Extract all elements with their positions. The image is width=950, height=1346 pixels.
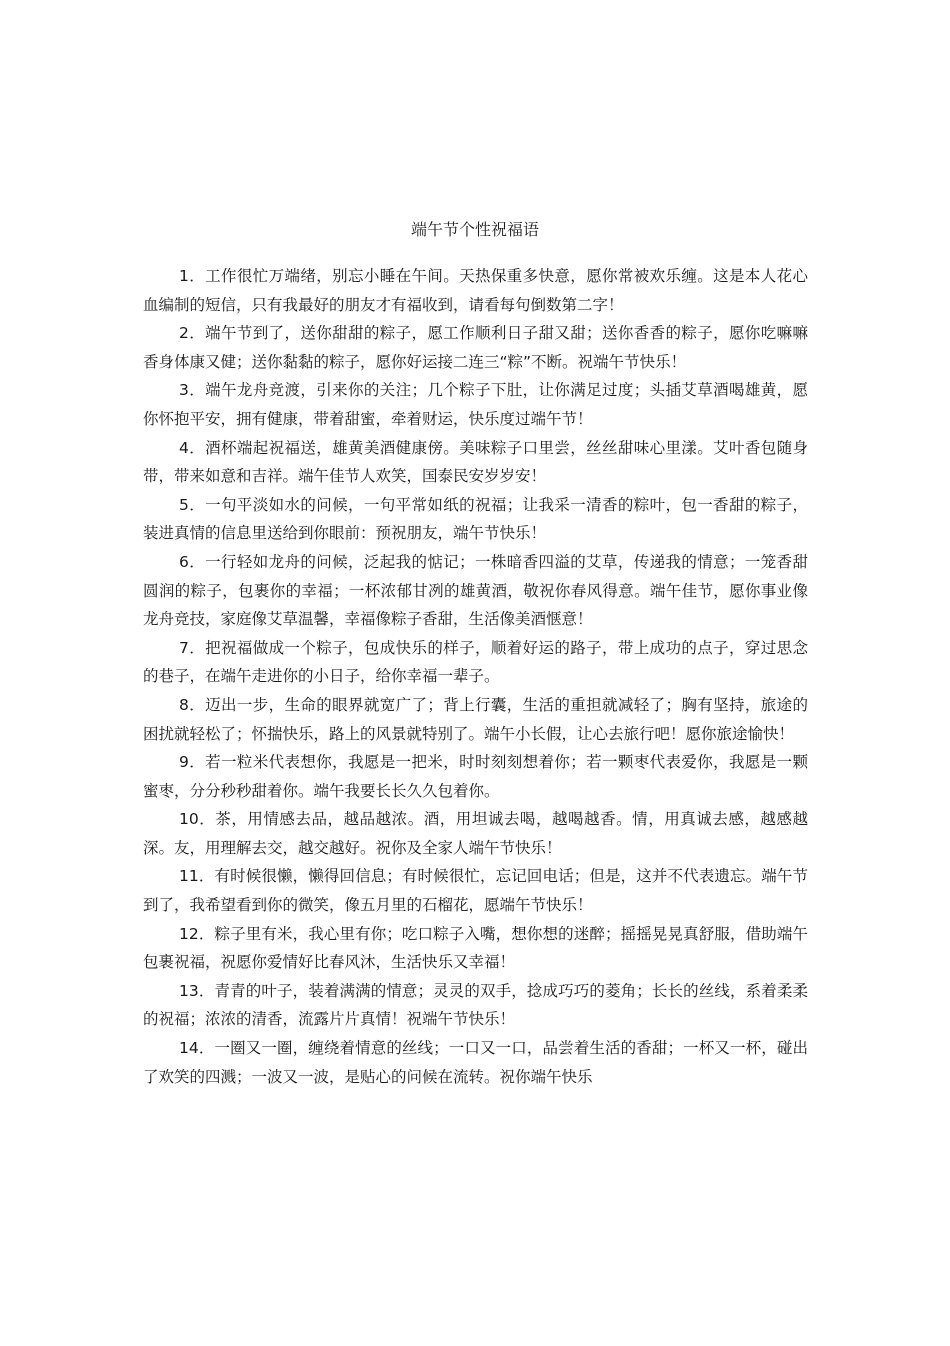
paragraph: 4．酒杯端起祝福送，雄黄美酒健康傍。美味粽子口里尝，丝丝甜味心里漾。艾叶香包随身带，带来如意和吉祥。端午佳节人欢笑，国泰民安岁岁安！ — [143, 438, 808, 486]
paragraph: 1．工作很忙万端绪，别忘小睡在午间。天热保重多快意，愿你常被欢乐缠。这是本人花心血编制的短信，只有我最好的朋友才有福收到，请看每句倒数第二字！ — [143, 267, 808, 314]
paragraph: 9．若一粒米代表想你，我愿是一把米，时时刻刻想着你；若一颗枣代表爱你，我愿是一颗蜜枣，分分秒秒甜着你。端午我要长长久久包着你。 — [143, 753, 808, 800]
paragraph: 2．端午节到了，送你甜甜的粽子，愿工作顺利日子甜又甜；送你香香的粽子，愿你吃嘛嘛香身体康又健；送你黏黏的粽子，愿你好运接二连三“粽”不断。祝端午节快乐！ — [143, 324, 808, 371]
paragraph: 8．迈出一步，生命的眼界就宽广了；背上行囊，生活的重担就减轻了；胸有坚持，旅途的困扰就轻松了；怀揣快乐，路上的风景就特别了。端午小长假，让心去旅行吧！愿你旅途愉快！ — [143, 695, 808, 743]
paragraph: 5．一句平淡如水的问候，一句平常如纸的祝福；让我采一清香的粽叶，包一香甜的粽子，装进真情的信息里送给到你眼前：预祝朋友，端午节快乐！ — [143, 495, 808, 543]
paragraph: 13．青青的叶子，装着满满的情意；灵灵的双手，捻成巧巧的菱角；长长的丝线，系着柔柔的祝福；浓浓的清香，流露片片真情！祝端午节快乐！ — [143, 981, 808, 1029]
paragraph: 11．有时候很懒，懒得回信息；有时候很忙，忘记回电话；但是，这并不代表遗忘。端午节到了，我希望看到你的微笑，像五月里的石榴花，愿端午节快乐！ — [143, 867, 808, 915]
paragraph: 12．粽子里有米，我心里有你；吃口粽子入嘴，想你想的迷醉；摇摇晃晃真舒服，借助端午包裹祝福，祝愿你爱情好比春风沐，生活快乐又幸福！ — [143, 924, 808, 972]
paragraph: 14．一圈又一圈，缠绕着情意的丝线；一口又一口，品尝着生活的香甜；一杯又一杯，碰出了欢笑的四溅；一波又一波，是贴心的问候在流转。祝你端午快乐 — [143, 1039, 808, 1086]
document-body — [143, 262, 808, 1091]
paragraph: 7．把祝福做成一个粽子，包成快乐的样子，顺着好运的路子，带上成功的点子，穿过思念的巷子，在端午走进你的小日子，给你幸福一辈子。 — [143, 638, 808, 686]
paragraph: 3．端午龙舟竞渡，引来你的关注；几个粽子下肚，让你满足过度；头插艾草酒喝雄黄，愿你怀抱平安，拥有健康，带着甜蜜，牵着财运，快乐度过端午节！ — [143, 381, 808, 428]
document-title: 端午节个性祝福语 — [410, 220, 539, 239]
paragraph: 10．茶，用情感去品，越品越浓。酒，用坦诚去喝，越喝越香。情，用真诚去感，越感越深。友，用理解去交，越交越好。祝你及全家人端午节快乐！ — [143, 810, 808, 857]
paragraph: 6．一行轻如龙舟的问候，泛起我的惦记；一株暗香四溢的艾草，传递我的情意；一笼香甜圆润的粽子，包裹你的幸福；一杯浓郁甘冽的雄黄酒，敬祝你春风得意。端午佳节，愿你事业像龙舟竞技，家庭像艾草温馨，幸福像粽子香甜，生活像美酒惬意！ — [143, 552, 808, 629]
